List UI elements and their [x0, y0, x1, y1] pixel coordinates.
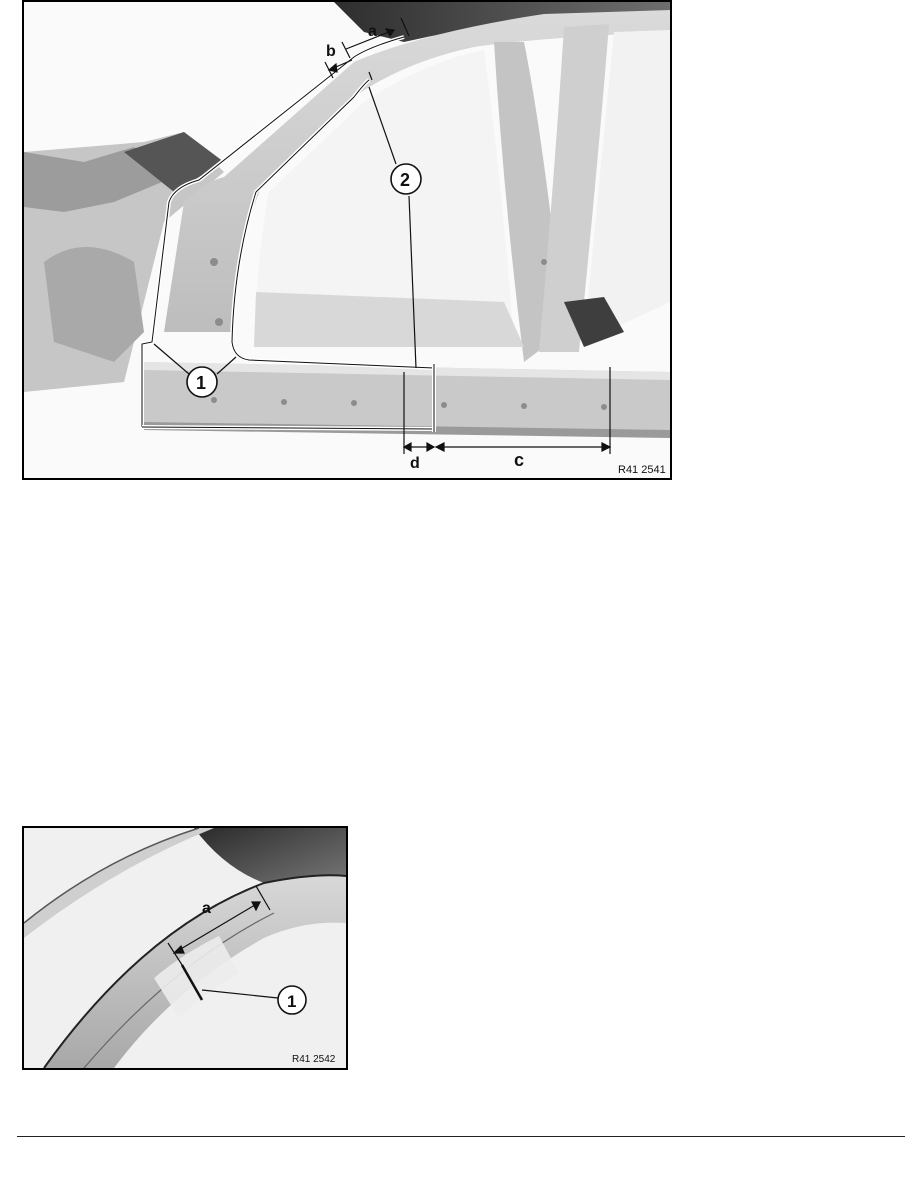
figure-roof-rail-detail — [22, 826, 348, 1070]
callout-number-1: 1 — [196, 373, 207, 393]
dimension-label-d: d — [410, 455, 420, 472]
callout-number-2: 2 — [400, 170, 411, 190]
callout-number-1-fig2: 1 — [287, 992, 297, 1011]
figure-side-frame-cut-lines — [22, 0, 672, 480]
footer-rule — [17, 1136, 905, 1137]
roof-rail-detail-illustration — [24, 828, 346, 1068]
dimension-label-a-fig2: a — [202, 900, 211, 917]
figure-id-label: R41 2541 — [618, 464, 666, 476]
dimension-label-a: a — [368, 23, 377, 40]
figure-id-label-fig2: R41 2542 — [292, 1054, 336, 1065]
side-frame-illustration — [24, 2, 670, 478]
dimension-label-c: c — [514, 450, 525, 470]
dimension-label-b: b — [326, 43, 336, 60]
